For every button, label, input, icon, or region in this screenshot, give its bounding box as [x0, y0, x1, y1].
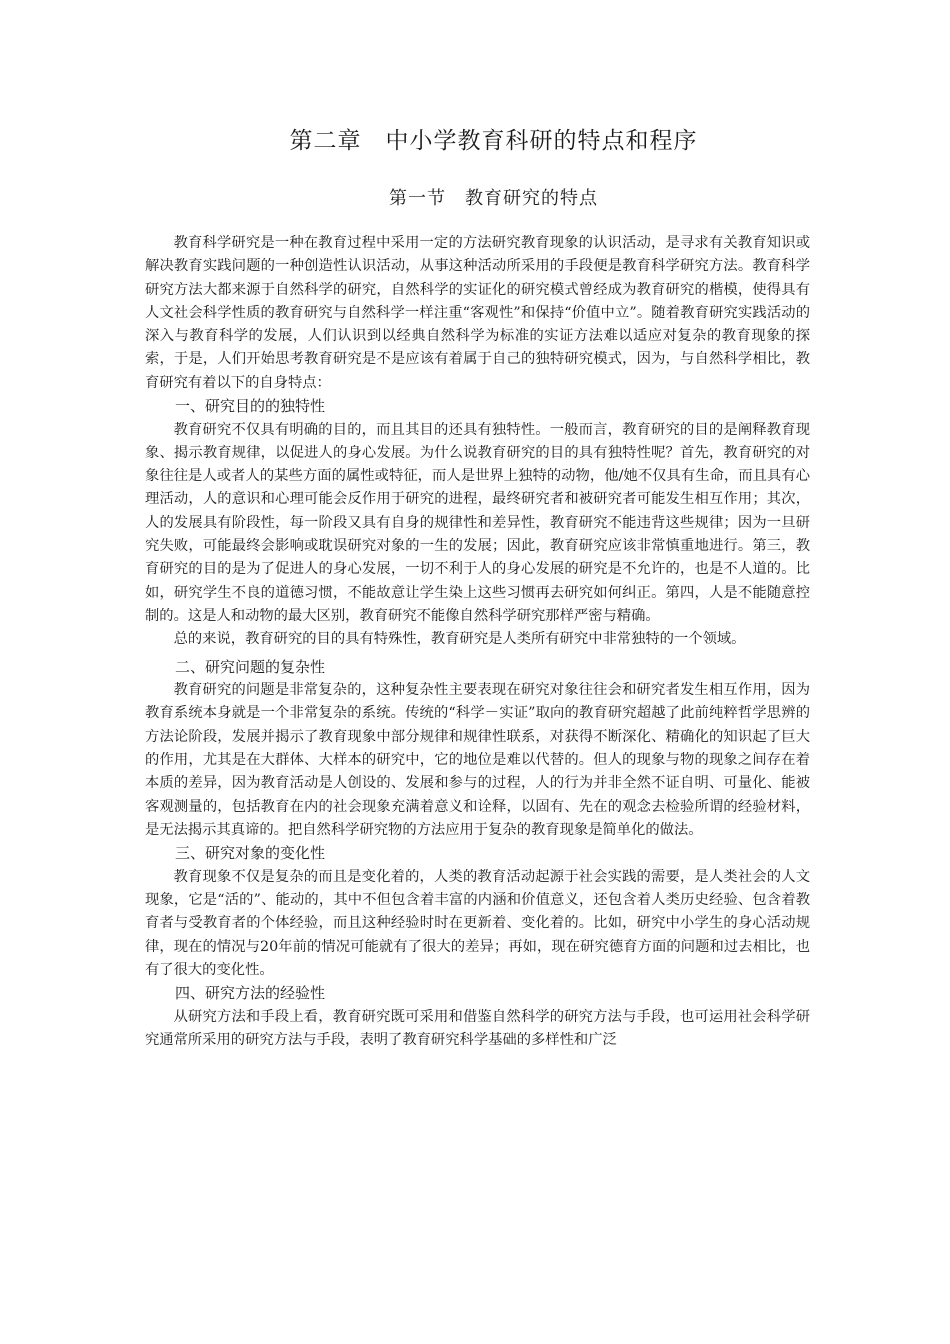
intro-paragraph: 教育科学研究是一种在教育过程中采用一定的方法研究教育现象的认识活动，是寻求有关教育知识或解决教育实践问题的一种创造性认识活动，从事这种活动所采用的手段便是教育科学研究方法。教育科学研究方法大都来源于自然科学的研究，自然科学的实证化的研究模式曾经成为教育研究的楷模，使得具有人文社会科学性质的教育研究与自然科学一样注重“客观性”和保持“价值中立”。随着教育研究实践活动的深入与教育科学的发展，人们认识到以经典自然科学为标准的实证方法难以适应对复杂的教育现象的探索，于是，人们开始思考教育研究是不是应该有着属于自己的独特研究模式，因为，与自然科学相比，教育研究有着以下的自身特点：	[145, 235, 810, 391]
paragraph-method-1: 从研究方法和手段上看，教育研究既可采用和借鉴自然科学的研究方法与手段，也可运用社会科学研究通常所采用的研究方法与手段，表明了教育研究科学基础的多样性和广泛	[145, 1008, 810, 1048]
chapter-title: 第二章 中小学教育科研的特点和程序	[289, 128, 698, 154]
heading-method: 四、研究方法的经验性	[175, 984, 326, 1003]
heading-variability: 三、研究对象的变化性	[175, 844, 326, 863]
paragraph-purpose-2: 总的来说，教育研究的目的具有特殊性，教育研究是人类所有研究中非常独特的一个领域。	[173, 631, 746, 648]
paragraph-complexity-1: 教育研究的问题是非常复杂的，这种复杂性主要表现在研究对象往往会和研究者发生相互作用，因为教育系统本身就是一个非常复杂的系统。传统的“科学－实证”取向的教育研究超越了此前纯粹哲学思辨的方法论阶段，发展并揭示了教育现象中部分规律和规律性联系，对获得不断深化、精确化的知识起了巨大的作用，尤其是在大群体、大样本的研究中，它的地位是难以代替的。但人的现象与物的现象之间存在着本质的差异，因为教育活动是人创设的、发展和参与的过程，人的行为并非全然不证自明、可量化、能被客观测量的，包括教育在内的社会现象充满着意义和诠释，以固有、先在的观念去检验所谓的经验材料，是无法揭示其真谛的。把自然科学研究物的方法应用于复杂的教育现象是简单化的做法。	[145, 682, 810, 838]
heading-complexity: 二、研究问题的复杂性	[175, 657, 326, 676]
document-page	[145, 118, 810, 1052]
paragraph-variability-1: 教育现象不仅是复杂的而且是变化着的，人类的教育活动起源于社会实践的需要，是人类社会的人文现象，它是“活的”、能动的，其中不但包含着丰富的内涵和价值意义，还包含着人类历史经验、包含着教育者与受教育者的个体经验，而且这种经验时时在更新着、变化着的。比如，研究中小学生的身心活动规律，现在的情况与20年前的情况可能就有了很大的差异；再如，现在研究德育方面的问题和过去相比，也有了很大的变化性。	[145, 868, 810, 978]
section-title: 第一节 教育研究的特点	[389, 188, 598, 209]
paragraph-purpose-1: 教育研究不仅具有明确的目的，而且其目的还具有独特性。一般而言，教育研究的目的是阐释教育现象、揭示教育规律，以促进人的身心发展。为什么说教育研究的目的具有独特性呢？首先，教育研究的对象往往是人或者人的某些方面的属性或特征，而人是世界上独特的动物，他/她不仅具有生命，而且具有心理活动，人的意识和心理可能会反作用于研究的进程，最终研究者和被研究者可能发生相互作用；其次，人的发展具有阶段性，每一阶段又具有自身的规律性和差异性，教育研究不能违背这些规律；因为一旦研究失败，可能最终会影响或耽误研究对象的一生的发展；因此，教育研究应该非常慎重地进行。第三，教育研究的目的是为了促进人的身心发展，一切不利于人的身心发展的研究是不允许的，也是不人道的。比如，研究学生不良的道德习惯，不能故意让学生染上这些习惯再去研究如何纠正。第四，人是不能随意控制的。这是人和动物的最大区别，教育研究不能像自然科学研究那样严密与精确。	[145, 421, 810, 624]
heading-purpose: 一、研究目的的独特性	[175, 397, 326, 416]
